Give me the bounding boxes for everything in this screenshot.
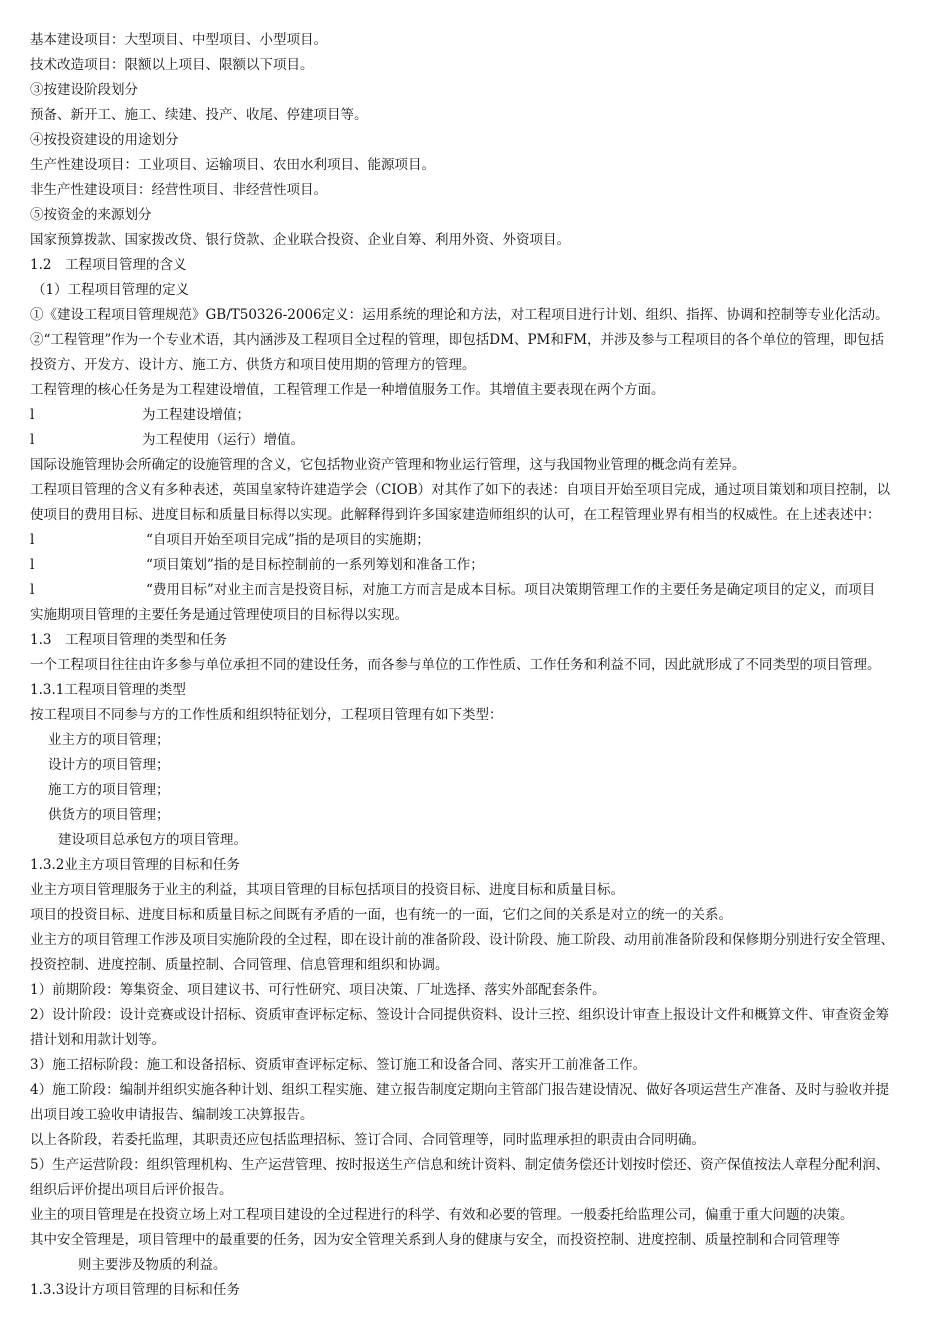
text-line: 3）施工招标阶段：施工和设备招标、资质审查评标定标、签订施工和设备合同、落实开工前准备工作。: [30, 1057, 647, 1073]
text-line: 项目的投资目标、进度目标和质量目标之间既有矛盾的一面，也有统一的一面，它们之间的关系是对立的统一的关系。: [30, 907, 732, 923]
text-line: 国家预算拨款、国家拨改贷、银行贷款、企业联合投资、企业自筹、利用外资、外资项目。: [30, 232, 570, 248]
bullet-text: “费用目标”对业主而言是投资目标，对施工方而言是成本目标。项目决策期管理工作的主要任务是确定项目的定义，而项目: [146, 582, 876, 598]
subheading: ③按建设阶段划分: [30, 82, 138, 98]
text-line: 投资控制、进度控制、质量控制、合同管理、信息管理和组织和协调。: [30, 957, 449, 973]
text-line: ①《建设工程项目管理规范》GB/T50326-2006定义：运用系统的理论和方法，对工程项目进行计划、组织、指挥、协调和控制等专业化活动。: [30, 307, 889, 323]
text-line: 一个工程项目往往由许多参与单位承担不同的建设任务，而各参与单位的工作性质、工作任务和利益不同，因此就形成了不同类型的项目管理。: [30, 657, 881, 673]
text-line: 预备、新开工、施工、续建、投产、收尾、停建项目等。: [30, 107, 368, 123]
bullet-marker: l: [30, 532, 35, 548]
text-line: 措计划和用款计划等。: [30, 1032, 165, 1048]
list-item: 业主方的项目管理；: [48, 732, 170, 748]
text-line: 按工程项目不同参与方的工作性质和组织特征划分，工程项目管理有如下类型：: [30, 707, 503, 723]
text-line: 2）设计阶段：设计竞赛或设计招标、资质审查评标定标、签设计合同提供资料、设计三控、组织设计审查上报设计文件和概算文件、审查资金筹: [30, 1007, 890, 1023]
bullet-text: “项目策划”指的是目标控制前的一系列筹划和准备工作；: [146, 557, 484, 573]
bullet-item: [30, 403, 938, 428]
text-line: 业主方的项目管理工作涉及项目实施阶段的全过程，即在设计前的准备阶段、设计阶段、施工阶段、动用前准备阶段和保修期分别进行安全管理、: [30, 932, 894, 948]
bullet-marker: l: [30, 582, 35, 598]
section-heading: 1.3 工程项目管理的类型和任务: [30, 632, 227, 648]
text-line: 工程管理的核心任务是为工程建设增值，工程管理工作是一种增值服务工作。其增值主要表现在两个方面。: [30, 382, 665, 398]
section-heading: 1.3.2业主方项目管理的目标和任务: [30, 857, 240, 873]
list-item: 设计方的项目管理；: [48, 757, 170, 773]
bullet-text: “自项目开始至项目完成”指的是项目的实施期；: [146, 532, 430, 548]
section-heading: 1.2 工程项目管理的含义: [30, 257, 187, 273]
text-line: 生产性建设项目：工业项目、运输项目、农田水利项目、能源项目。: [30, 157, 435, 173]
list-item: 供货方的项目管理；: [48, 807, 170, 823]
text-line: 其中安全管理是，项目管理中的最重要的任务，因为安全管理关系到人身的健康与安全，而投资控制、进度控制、质量控制和合同管理等: [30, 1232, 840, 1248]
text-line: 出项目竣工验收申请报告、编制竣工决算报告。: [30, 1107, 314, 1123]
text-line: 组织后评价提出项目后评价报告。: [30, 1182, 233, 1198]
text-line: 使项目的费用目标、进度目标和质量目标得以实现。此解释得到许多国家建造师组织的认可，在工程管理业界有相当的权威性。在上述表述中：: [30, 507, 881, 523]
bullet-item: [30, 428, 938, 453]
text-line: 以上各阶段，若委托监理，其职责还应包括监理招标、签订合同、合同管理等，同时监理承担的职责由合同明确。: [30, 1132, 705, 1148]
section-heading: [30, 1303, 938, 1328]
text-line: 则主要涉及物质的利益。: [78, 1257, 227, 1273]
text-line: 业主方项目管理服务于业主的利益，其项目管理的目标包括项目的投资目标、进度目标和质量目标。: [30, 882, 624, 898]
text-line: 4）施工阶段：编制并组织实施各种计划、组织工程实施、建立报告制度定期向主管部门报告建设情况、做好各项运营生产准备、及时与验收并提: [30, 1082, 890, 1098]
text-line: 国际设施管理协会所确定的设施管理的含义，它包括物业资产管理和物业运行管理，这与我国物业管理的概念尚有差异。: [30, 457, 746, 473]
text-line: 工程项目管理的含义有多种表述，英国皇家特许建造学会（CIOB）对其作了如下的表述：自项目开始至项目完成，通过项目策划和项目控制，以: [30, 482, 891, 498]
text-line: 技术改造项目：限额以上项目、限额以下项目。: [30, 57, 314, 73]
text-line: 5）生产运营阶段：组织管理机构、生产运营管理、按时报送生产信息和统计资料、制定债务偿还计划按时偿还、资产保值按法人章程分配利润、: [30, 1157, 890, 1173]
bullet-item: [30, 578, 938, 603]
bullet-marker: l: [30, 557, 35, 573]
bullet-text: 为工程建设增值；: [142, 407, 250, 423]
bullet-item: [30, 528, 938, 553]
list-item: 施工方的项目管理；: [48, 782, 170, 798]
text-line: 1）前期阶段：筹集资金、项目建议书、可行性研究、项目决策、厂址选择、落实外部配套条件。: [30, 982, 606, 998]
text-line: 业主的项目管理是在投资立场上对工程项目建设的全过程进行的科学、有效和必要的管理。一般委托给监理公司，偏重于重大问题的决策。: [30, 1207, 854, 1223]
bullet-item: [30, 553, 938, 578]
text-line: ②“工程管理”作为一个专业术语，其内涵涉及工程项目全过程的管理，即包括DM、PM和FM，并涉及参与工程项目的各个单位的管理，即包括: [30, 332, 885, 348]
text-line: 实施期项目管理的主要任务是通过管理使项目的目标得以实现。: [30, 607, 408, 623]
section-heading: 1.3.1工程项目管理的类型: [30, 682, 186, 698]
subheading: （1）工程项目管理的定义: [32, 282, 190, 298]
subheading: ④按投资建设的用途划分: [30, 132, 179, 148]
subheading: ⑤按资金的来源划分: [30, 207, 152, 223]
text-line: 投资方、开发方、设计方、施工方、供货方和项目使用期的管理方的管理。: [30, 357, 476, 373]
bullet-text: 为工程使用（运行）增值。: [142, 432, 304, 448]
text-line: 基本建设项目：大型项目、中型项目、小型项目。: [30, 32, 327, 48]
text-line: 1.3.3设计方项目管理的目标和任务: [30, 1282, 240, 1298]
bullet-marker: l: [30, 407, 35, 423]
text-line: 非生产性建设项目：经营性项目、非经营性项目。: [30, 182, 327, 198]
bullet-marker: l: [30, 432, 35, 448]
list-item: 建设项目总承包方的项目管理。: [58, 832, 247, 848]
